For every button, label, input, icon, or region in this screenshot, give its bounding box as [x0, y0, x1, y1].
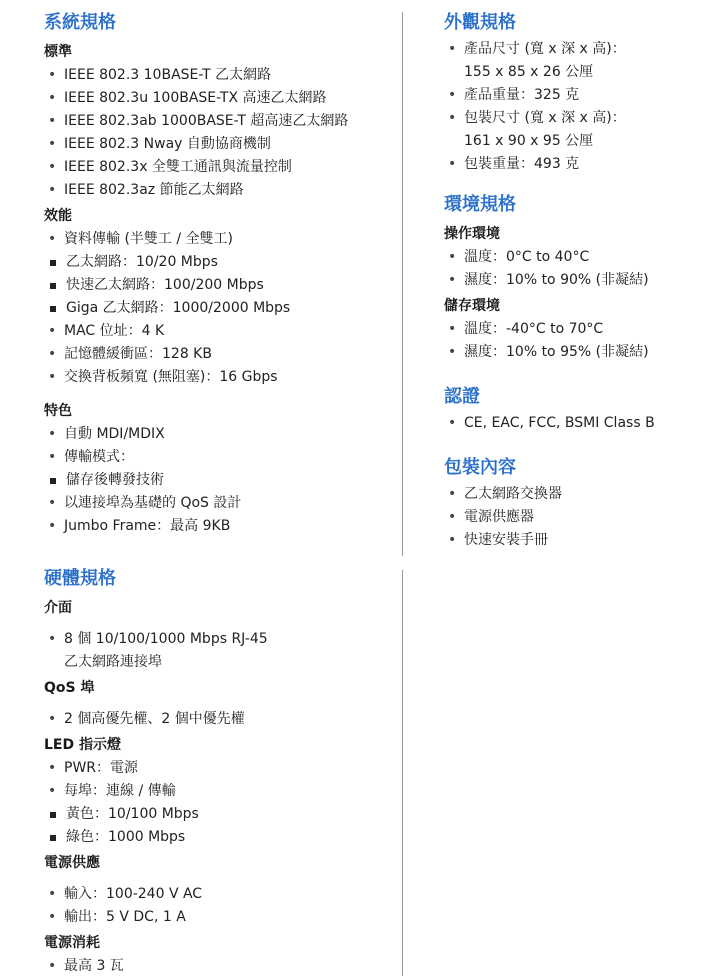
certification-item: • CE, EAC, FCC, BSMI Class B — [444, 412, 714, 435]
bullet-dot-icon: • — [448, 110, 457, 126]
bullet-dot-icon: • — [48, 113, 57, 129]
bullet-dot-icon: • — [48, 231, 57, 247]
interface-item-continued: 乙太網路連接埠 — [64, 654, 162, 670]
package-item: • 快速安裝手冊 — [444, 529, 714, 552]
transfer-item: • 資料傳輸 (半雙工 / 全雙工) — [44, 228, 394, 251]
bullet-dot-icon: • — [48, 369, 57, 385]
bullet-dot-icon: • — [448, 87, 457, 103]
env-spec-title: 環境規格 — [444, 194, 516, 215]
led-item: • 每埠：連線 / 傳輸 — [44, 780, 394, 803]
led-sub-item: 黃色：10/100 Mbps — [44, 803, 394, 826]
qos-port-item: • 2 個高優先權、2 個中優先權 — [44, 708, 394, 731]
bullet-dot-icon: • — [48, 760, 57, 776]
bullet-dot-icon: • — [48, 346, 57, 362]
bullet-square-icon — [50, 260, 56, 266]
bullet-dot-icon: • — [448, 486, 457, 502]
power-supply-label: 電源供應 — [44, 855, 100, 871]
bullet-square-icon — [50, 283, 56, 289]
physical-item: • 包裝尺寸 (寬 x 深 x 高)： — [444, 107, 714, 130]
bullet-dot-icon: • — [448, 344, 457, 360]
hardware-spec-section — [44, 564, 394, 978]
bullet-square-icon — [50, 478, 56, 484]
physical-item: • 包裝重量：493 克 — [444, 153, 714, 176]
env-item: • 溫度：-40°C to 70°C — [444, 318, 714, 341]
physical-spec-title: 外觀規格 — [444, 12, 516, 33]
column-divider-top — [402, 12, 403, 556]
feature-item: • 以連接埠為基礎的 QoS 設計 — [44, 492, 394, 515]
column-divider-bottom — [402, 570, 403, 976]
env-item: • 溫度：0°C to 40°C — [444, 246, 714, 269]
standard-item: • IEEE 802.3az 節能乙太網路 — [44, 179, 394, 202]
power-item: • 輸出：5 V DC, 1 A — [44, 906, 394, 929]
hardware-spec-title: 硬體規格 — [44, 568, 116, 589]
power-consumption-item: • 最高 3 瓦 — [44, 955, 394, 978]
backplane-item: • 交換背板頻寬 (無阻塞)：16 Gbps — [44, 366, 394, 389]
bullet-dot-icon: • — [448, 41, 457, 57]
feature-item: • 自動 MDI/MDIX — [44, 423, 394, 446]
bullet-dot-icon: • — [48, 783, 57, 799]
interface-label: 介面 — [44, 600, 72, 616]
bullet-dot-icon: • — [48, 909, 57, 925]
physical-item-continued: 155 x 85 x 26 公厘 — [464, 64, 594, 80]
power-item: • 輸入：100-240 V AC — [44, 883, 394, 906]
power-consumption-label: 電源消耗 — [44, 935, 100, 951]
feature-item: • 傳輸模式： — [44, 446, 394, 469]
bullet-dot-icon: • — [48, 958, 57, 974]
qos-port-label: QoS 埠 — [44, 680, 95, 696]
interface-item: • 8 個 10/100/1000 Mbps RJ-45 — [44, 628, 394, 651]
operating-env-label: 操作環境 — [444, 226, 500, 242]
system-spec-section — [44, 8, 394, 538]
transfer-sub-item: 乙太網路：10/20 Mbps — [44, 251, 394, 274]
bullet-dot-icon: • — [48, 886, 57, 902]
bullet-dot-icon: • — [48, 631, 57, 647]
bullet-dot-icon: • — [48, 518, 57, 534]
standard-item: • IEEE 802.3u 100BASE-TX 高速乙太網路 — [44, 87, 394, 110]
transfer-sub-item: Giga 乙太網路：1000/2000 Mbps — [44, 297, 394, 320]
standards-label: 標準 — [44, 44, 72, 60]
bullet-dot-icon: • — [48, 495, 57, 511]
bullet-dot-icon: • — [48, 449, 57, 465]
env-item: • 濕度：10% to 95% (非凝結) — [444, 341, 714, 364]
standard-item: • IEEE 802.3x 全雙工通訊與流量控制 — [44, 156, 394, 179]
led-sub-item: 綠色：1000 Mbps — [44, 826, 394, 849]
bullet-square-icon — [50, 812, 56, 818]
package-item: • 乙太網路交換器 — [444, 483, 714, 506]
bullet-dot-icon: • — [448, 532, 457, 548]
bullet-dot-icon: • — [48, 136, 57, 152]
physical-item: • 產品重量：325 克 — [444, 84, 714, 107]
system-spec-title: 系統規格 — [44, 12, 116, 33]
certification-title: 認證 — [444, 386, 480, 407]
led-item: • PWR：電源 — [44, 757, 394, 780]
bullet-dot-icon: • — [448, 321, 457, 337]
performance-label: 效能 — [44, 208, 72, 224]
bullet-dot-icon: • — [48, 323, 57, 339]
physical-item-continued: 161 x 90 x 95 公厘 — [464, 133, 594, 149]
package-item: • 電源供應器 — [444, 506, 714, 529]
bullet-dot-icon: • — [48, 90, 57, 106]
storage-env-label: 儲存環境 — [444, 298, 500, 314]
features-label: 特色 — [44, 403, 72, 419]
transfer-sub-item: 快速乙太網路：100/200 Mbps — [44, 274, 394, 297]
bullet-dot-icon: • — [48, 426, 57, 442]
mac-item: • MAC 位址：4 K — [44, 320, 394, 343]
standard-item: • IEEE 802.3 Nway 自動協商機制 — [44, 133, 394, 156]
standard-item: • IEEE 802.3 10BASE-T 乙太網路 — [44, 64, 394, 87]
bullet-dot-icon: • — [48, 711, 57, 727]
led-label: LED 指示燈 — [44, 737, 121, 753]
bullet-dot-icon: • — [448, 156, 457, 172]
physical-item: • 產品尺寸 (寬 x 深 x 高)： — [444, 38, 714, 61]
standard-item: • IEEE 802.3ab 1000BASE-T 超高速乙太網路 — [44, 110, 394, 133]
package-contents-title: 包裝內容 — [444, 457, 516, 478]
bullet-dot-icon: • — [48, 182, 57, 198]
feature-sub-item: 儲存後轉發技術 — [44, 469, 394, 492]
bullet-dot-icon: • — [448, 509, 457, 525]
bullet-dot-icon: • — [448, 249, 457, 265]
env-item: • 濕度：10% to 90% (非凝結) — [444, 269, 714, 292]
bullet-dot-icon: • — [448, 415, 457, 431]
bullet-dot-icon: • — [48, 159, 57, 175]
bullet-dot-icon: • — [448, 272, 457, 288]
bullet-dot-icon: • — [48, 67, 57, 83]
bullet-square-icon — [50, 306, 56, 312]
bullet-square-icon — [50, 835, 56, 841]
right-column — [444, 8, 714, 552]
buffer-item: • 記憶體緩衝區：128 KB — [44, 343, 394, 366]
feature-item: • Jumbo Frame：最高 9KB — [44, 515, 394, 538]
